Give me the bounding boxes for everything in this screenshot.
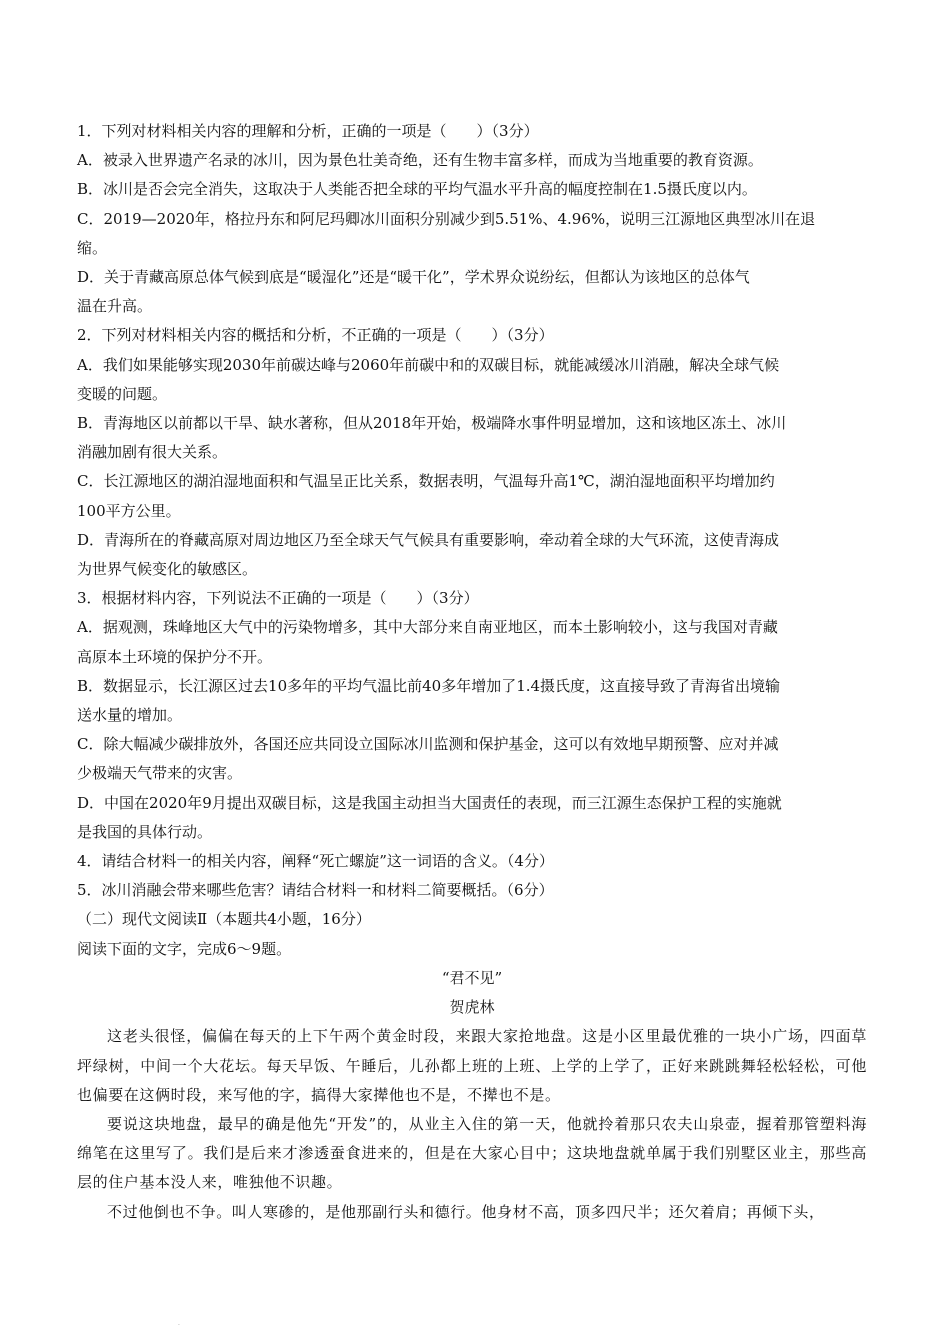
question-3-option-c — [77, 730, 867, 788]
question-2-option-a — [77, 351, 867, 409]
question-3-option-b-line-1: B．数据显示，长江源区过去10多年的平均气温比前40多年增加了1.4摄氏度，这直接导致了青海省出境输 — [77, 676, 781, 695]
question-1-option-c-line-2: 缩。 — [77, 238, 108, 257]
question-2-option-b-line-2: 消融加剧有很大关系。 — [77, 443, 228, 462]
question-2-option-b-line-1: B．青海地区以前都以干旱、缺水著称，但从2018年开始，极端降水事件明显增加，这和该地区冻土、冰川 — [77, 414, 787, 433]
question-2-option-a-line-2: 变暖的问题。 — [77, 384, 168, 403]
question-4: 4．请结合材料一的相关内容，阐释“死亡螺旋”这一词语的含义。（4分） — [77, 852, 554, 871]
question-3-option-c-line-1: C．除大幅减少碳排放外，各国还应共同设立国际冰川监测和保护基金，这可以有效地早期预警、应对并减 — [77, 735, 779, 754]
exam-content — [77, 117, 867, 1227]
question-1-stem: 1．下列对材料相关内容的理解和分析，正确的一项是（ ）（3分） — [77, 122, 539, 140]
question-2-option-c-line-2: 100平方公里。 — [77, 501, 181, 520]
story-paragraph-2: 要说这块地盘，最早的确是他先“开发”的，从业主入住的第一天，他就拎着那只农夫山泉壶，握着那管塑料海绵笔在这里写了。我们是后来才渗透蚕食进来的，但是在大家心目中；这块地盘就单属于我们别墅区业主，那些高层的住户基本没人来，唯独他不识趣。 — [77, 1114, 867, 1192]
question-3-option-b-line-2: 送水量的增加。 — [77, 706, 183, 725]
section-instruction: 阅读下面的文字，完成6～9题。 — [77, 939, 292, 958]
question-3-option-d-line-1: D．中国在2020年9月提出双碳目标，这是我国主动担当大国责任的表现，而三江源生态保护工程的实施就 — [77, 793, 782, 812]
story-author: 贺虎林 — [449, 998, 495, 1017]
question-3-option-a — [77, 613, 867, 671]
story — [77, 964, 867, 1227]
question-2-option-d — [77, 526, 867, 584]
question-2-option-c-line-1: C．长江源地区的湖泊湿地面积和气温呈正比关系，数据表明，气温每升高1℃，湖泊湿地面积平均增加约 — [77, 472, 775, 491]
question-1-option-d — [77, 263, 867, 321]
question-5: 5．冰川消融会带来哪些危害？请结合材料一和材料二简要概括。（6分） — [77, 881, 554, 900]
question-3-option-d — [77, 789, 867, 847]
question-1-option-c-line-1: C．2019—2020年，格拉丹东和阿尼玛卿冰川面积分别减少到5.51%、4.96%，说明三江源地区典型冰川在退 — [77, 209, 816, 228]
question-1-option-d-line-1: D．关于青藏高原总体气候到底是“暖湿化”还是“暖干化”，学术界众说纷纭，但都认为该地区的总体气 — [77, 268, 750, 287]
question-2-option-d-line-1: D．青海所在的脊藏高原对周边地区乃至全球天气气候具有重要影响，牵动着全球的大气环流，这使青海成 — [77, 530, 780, 549]
question-1-option-a: A．被录入世界遗产名录的冰川，因为景色壮美奇绝，还有生物丰富多样，而成为当地重要的教育资源。 — [77, 151, 763, 170]
question-2-option-d-line-2: 为世界气候变化的敏感区。 — [77, 560, 258, 579]
question-3-option-a-line-2: 高原本土环境的保护分不开。 — [77, 647, 273, 666]
question-3-option-d-line-2: 是我国的具体行动。 — [77, 822, 213, 841]
question-2-option-b — [77, 409, 867, 467]
question-1-option-d-line-2: 温在升高。 — [77, 297, 153, 316]
question-2-option-c — [77, 467, 867, 525]
question-2-stem: 2．下列对材料相关内容的概括和分析，不正确的一项是（ ）（3分） — [77, 326, 554, 345]
question-1-option-b: B．冰川是否会完全消失，这取决于人类能否把全球的平均气温水平升高的幅度控制在1.5摄氏度以内。 — [77, 180, 757, 199]
story-paragraph-1: 这老头很怪，偏偏在每天的上下午两个黄金时段，来跟大家抢地盘。这是小区里最优雅的一块小广场，四面草坪绿树，中间一个大花坛。每天早饭、午睡后，儿孙都上班的上班、上学的上学了，正好来跳跳舞轻松轻松，可他也偏要在这俩时段，来写他的字，搞得大家撵他也不是，不撵也不是。 — [77, 1027, 867, 1104]
question-3-option-c-line-2: 少极端天气带来的灾害。 — [77, 764, 243, 783]
story-paragraph-3: 不过他倒也不争。叫人寒碜的，是他那副行头和德行。他身材不高，顶多四尺半；还欠着肩；再倾下头， — [107, 1202, 825, 1221]
question-3-stem: 3．根据材料内容，下列说法不正确的一项是（ ）（3分） — [77, 589, 479, 608]
section-heading: （二）现代文阅读Ⅱ（本题共4小题，16分） — [77, 910, 371, 929]
question-2-option-a-line-1: A．我们如果能够实现2030年前碳达峰与2060年前碳中和的双碳目标，就能减缓冰川消融，解决全球气候 — [77, 355, 780, 374]
question-3-option-a-line-1: A．据观测，珠峰地区大气中的污染物增多，其中大部分来自南亚地区，而本土影响较小，这与我国对青藏 — [77, 618, 778, 637]
story-title: “君不见” — [441, 968, 503, 987]
question-3-option-b — [77, 672, 867, 730]
question-1-option-c — [77, 205, 867, 263]
footer-mark: · — [178, 1322, 180, 1329]
